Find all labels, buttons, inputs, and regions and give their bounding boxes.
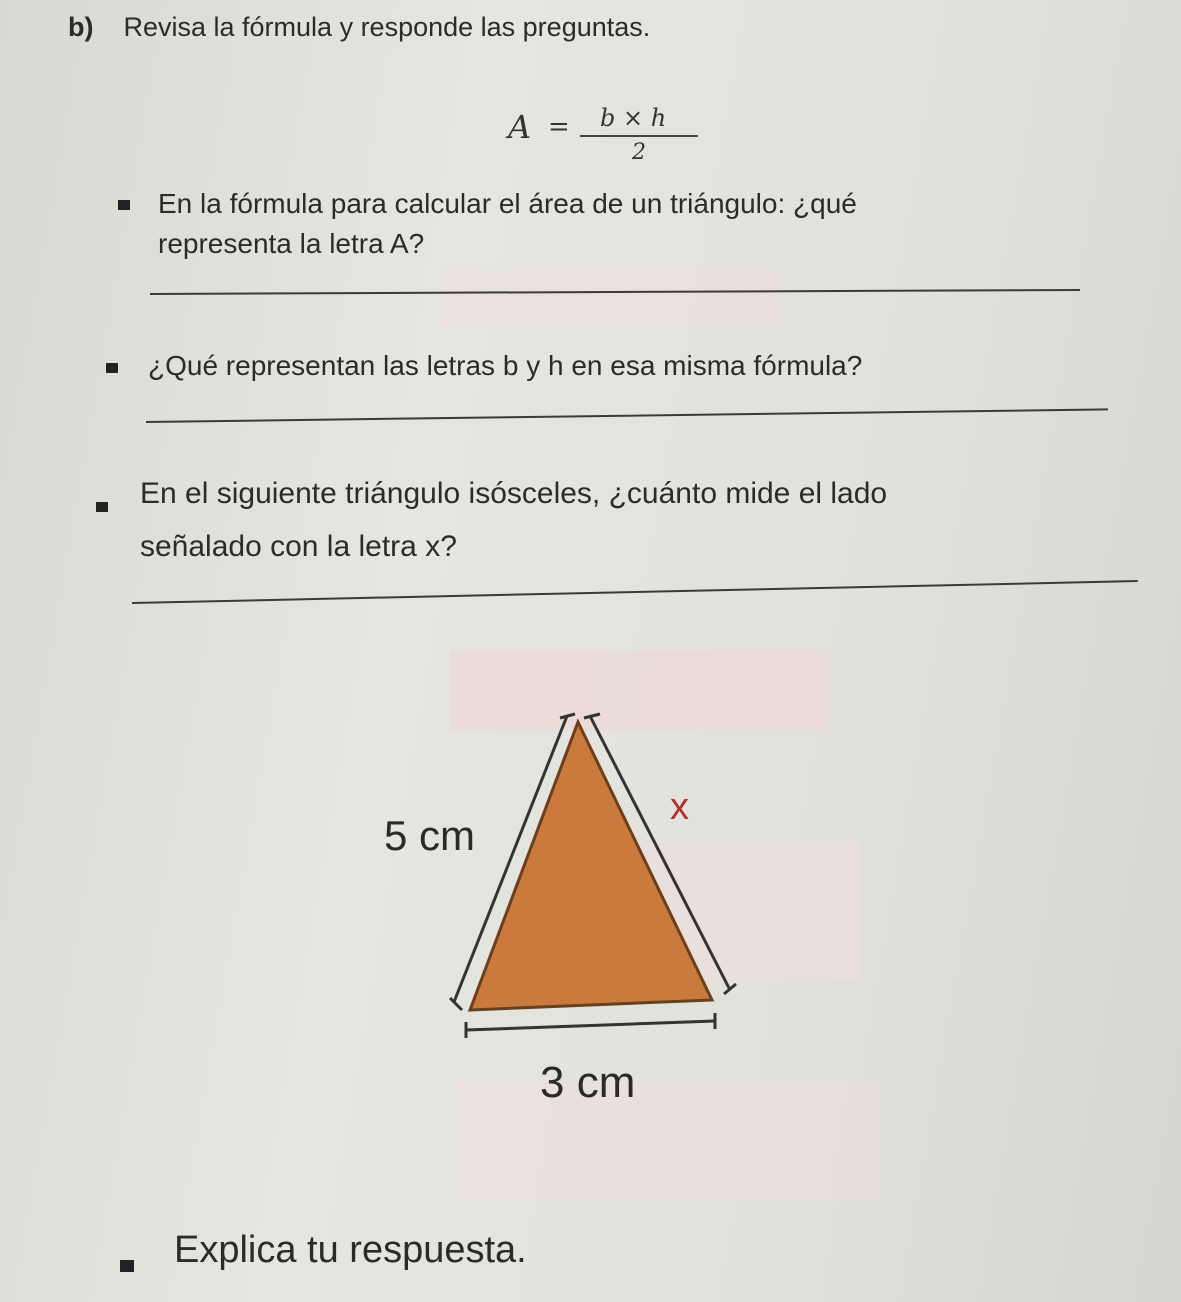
formula-lhs: A [508,108,532,146]
formula-numerator: b × h [600,104,667,132]
left-side-label: 5 cm [384,812,476,859]
question-1-line-1: En la fórmula para calcular el área de un triángulo: ¿qué [158,188,857,219]
exercise-instruction: Revisa la fórmula y responde las preguntas. [123,12,651,42]
base-label: 3 cm [540,1058,636,1107]
question-4-line-1: Explica tu respuesta. [174,1229,527,1271]
exercise-label: b) [68,12,94,42]
right-side-label-x: x [670,786,689,828]
right-side-measure-tick [584,714,600,718]
base-measure-line [466,1021,715,1030]
right-side-measure-tick [724,984,736,994]
formula-equals: = [548,112,570,142]
question-2-line-1: ¿Qué representan las letras b y h en esa misma fórmula? [148,350,863,381]
bullet-icon [120,1260,134,1272]
formula-denominator: 2 [632,140,646,165]
left-side-measure-tick [560,714,575,718]
question-1-line-2: representa la letra A? [158,228,425,259]
question-3-line-1: En el siguiente triángulo isósceles, ¿cuánto mide el lado [140,477,888,510]
question-3-line-2: señalado con la letra x? [140,530,457,563]
